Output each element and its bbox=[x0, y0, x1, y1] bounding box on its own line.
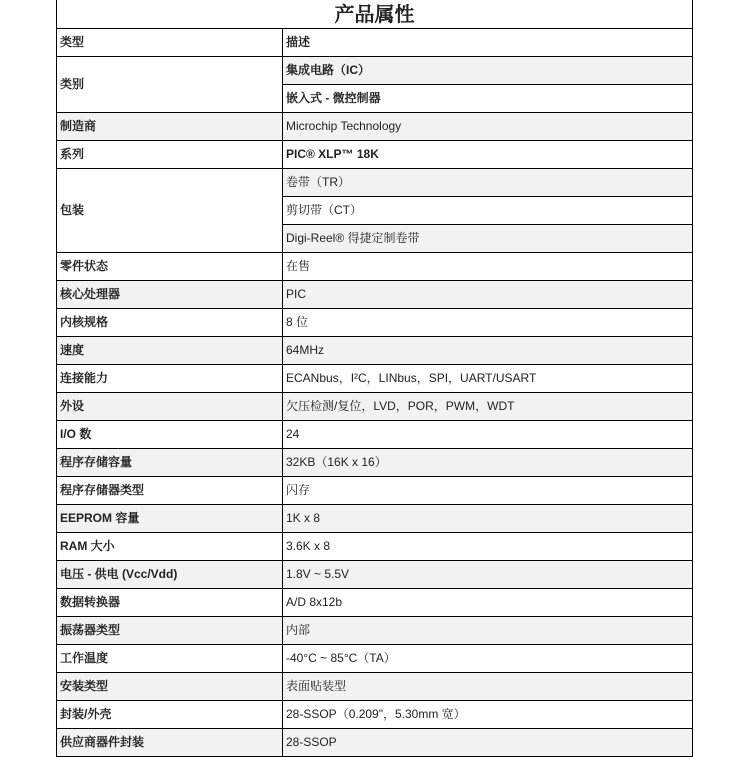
attribute-value: Microchip Technology bbox=[283, 113, 693, 141]
attribute-label: 速度 bbox=[57, 337, 283, 365]
attribute-value: 欠压检测/复位，LVD，POR，PWM，WDT bbox=[283, 393, 693, 421]
attribute-value: 24 bbox=[283, 421, 693, 449]
table-row bbox=[57, 589, 693, 617]
attribute-label: 类别 bbox=[57, 57, 283, 113]
table-row bbox=[57, 309, 693, 337]
attribute-label: 制造商 bbox=[57, 113, 283, 141]
attribute-value: 28-SSOP bbox=[283, 729, 693, 757]
table-row bbox=[57, 449, 693, 477]
table-row bbox=[57, 617, 693, 645]
attribute-value: 64MHz bbox=[283, 337, 693, 365]
attribute-value: 32KB（16K x 16） bbox=[283, 449, 693, 477]
attribute-value: 剪切带（CT） bbox=[283, 197, 693, 225]
attribute-label: 包装 bbox=[57, 169, 283, 253]
attribute-label: 供应商器件封装 bbox=[57, 729, 283, 757]
table-row bbox=[57, 701, 693, 729]
title-row bbox=[57, 0, 693, 29]
header-row bbox=[57, 29, 693, 57]
table-row bbox=[57, 57, 693, 85]
attribute-value: 3.6K x 8 bbox=[283, 533, 693, 561]
attribute-label: 系列 bbox=[57, 141, 283, 169]
table-row bbox=[57, 169, 693, 197]
header-type: 类型 bbox=[57, 29, 283, 57]
table-row bbox=[57, 253, 693, 281]
attribute-label: 程序存储器类型 bbox=[57, 477, 283, 505]
attribute-label: 封装/外壳 bbox=[57, 701, 283, 729]
table-row bbox=[57, 533, 693, 561]
attribute-value-link[interactable]: PIC® XLP™ 18K bbox=[283, 141, 693, 169]
attribute-label: 内核规格 bbox=[57, 309, 283, 337]
attribute-label: 工作温度 bbox=[57, 645, 283, 673]
attribute-label: 核心处理器 bbox=[57, 281, 283, 309]
table-row bbox=[57, 113, 693, 141]
attribute-label: I/O 数 bbox=[57, 421, 283, 449]
attribute-label: 外设 bbox=[57, 393, 283, 421]
attribute-value: Digi-Reel® 得捷定制卷带 bbox=[283, 225, 693, 253]
header-description: 描述 bbox=[283, 29, 693, 57]
table-row bbox=[57, 645, 693, 673]
attribute-value: 28-SSOP（0.209"，5.30mm 宽） bbox=[283, 701, 693, 729]
attribute-label: 安装类型 bbox=[57, 673, 283, 701]
attribute-value-link[interactable]: 集成电路（IC） bbox=[283, 57, 693, 85]
table-row bbox=[57, 477, 693, 505]
attribute-value: ECANbus，I²C，LINbus，SPI，UART/USART bbox=[283, 365, 693, 393]
table-row bbox=[57, 673, 693, 701]
table-row bbox=[57, 141, 693, 169]
table-row bbox=[57, 337, 693, 365]
attribute-value: 1K x 8 bbox=[283, 505, 693, 533]
attribute-value: PIC bbox=[283, 281, 693, 309]
attribute-value: 内部 bbox=[283, 617, 693, 645]
product-attributes-page bbox=[56, 0, 692, 757]
attribute-label: 数据转换器 bbox=[57, 589, 283, 617]
attribute-value: 表面贴装型 bbox=[283, 673, 693, 701]
attribute-label: 零件状态 bbox=[57, 253, 283, 281]
table-row bbox=[57, 561, 693, 589]
attribute-value: 8 位 bbox=[283, 309, 693, 337]
table-row bbox=[57, 421, 693, 449]
attribute-value-link[interactable]: 嵌入式 - 微控制器 bbox=[283, 85, 693, 113]
attribute-value: 1.8V ~ 5.5V bbox=[283, 561, 693, 589]
product-attributes-table bbox=[56, 0, 693, 757]
attribute-value: A/D 8x12b bbox=[283, 589, 693, 617]
table-title: 产品属性 bbox=[57, 0, 693, 29]
table-row bbox=[57, 729, 693, 757]
attribute-value: 卷带（TR） bbox=[283, 169, 693, 197]
attribute-label: EEPROM 容量 bbox=[57, 505, 283, 533]
table-row bbox=[57, 281, 693, 309]
attribute-value: 在售 bbox=[283, 253, 693, 281]
attribute-value: 闪存 bbox=[283, 477, 693, 505]
attribute-label: 电压 - 供电 (Vcc/Vdd) bbox=[57, 561, 283, 589]
attribute-label: 程序存储容量 bbox=[57, 449, 283, 477]
table-row bbox=[57, 393, 693, 421]
attribute-label: RAM 大小 bbox=[57, 533, 283, 561]
table-row bbox=[57, 505, 693, 533]
table-row bbox=[57, 365, 693, 393]
attribute-label: 振荡器类型 bbox=[57, 617, 283, 645]
attribute-label: 连接能力 bbox=[57, 365, 283, 393]
attribute-value: -40°C ~ 85°C（TA） bbox=[283, 645, 693, 673]
